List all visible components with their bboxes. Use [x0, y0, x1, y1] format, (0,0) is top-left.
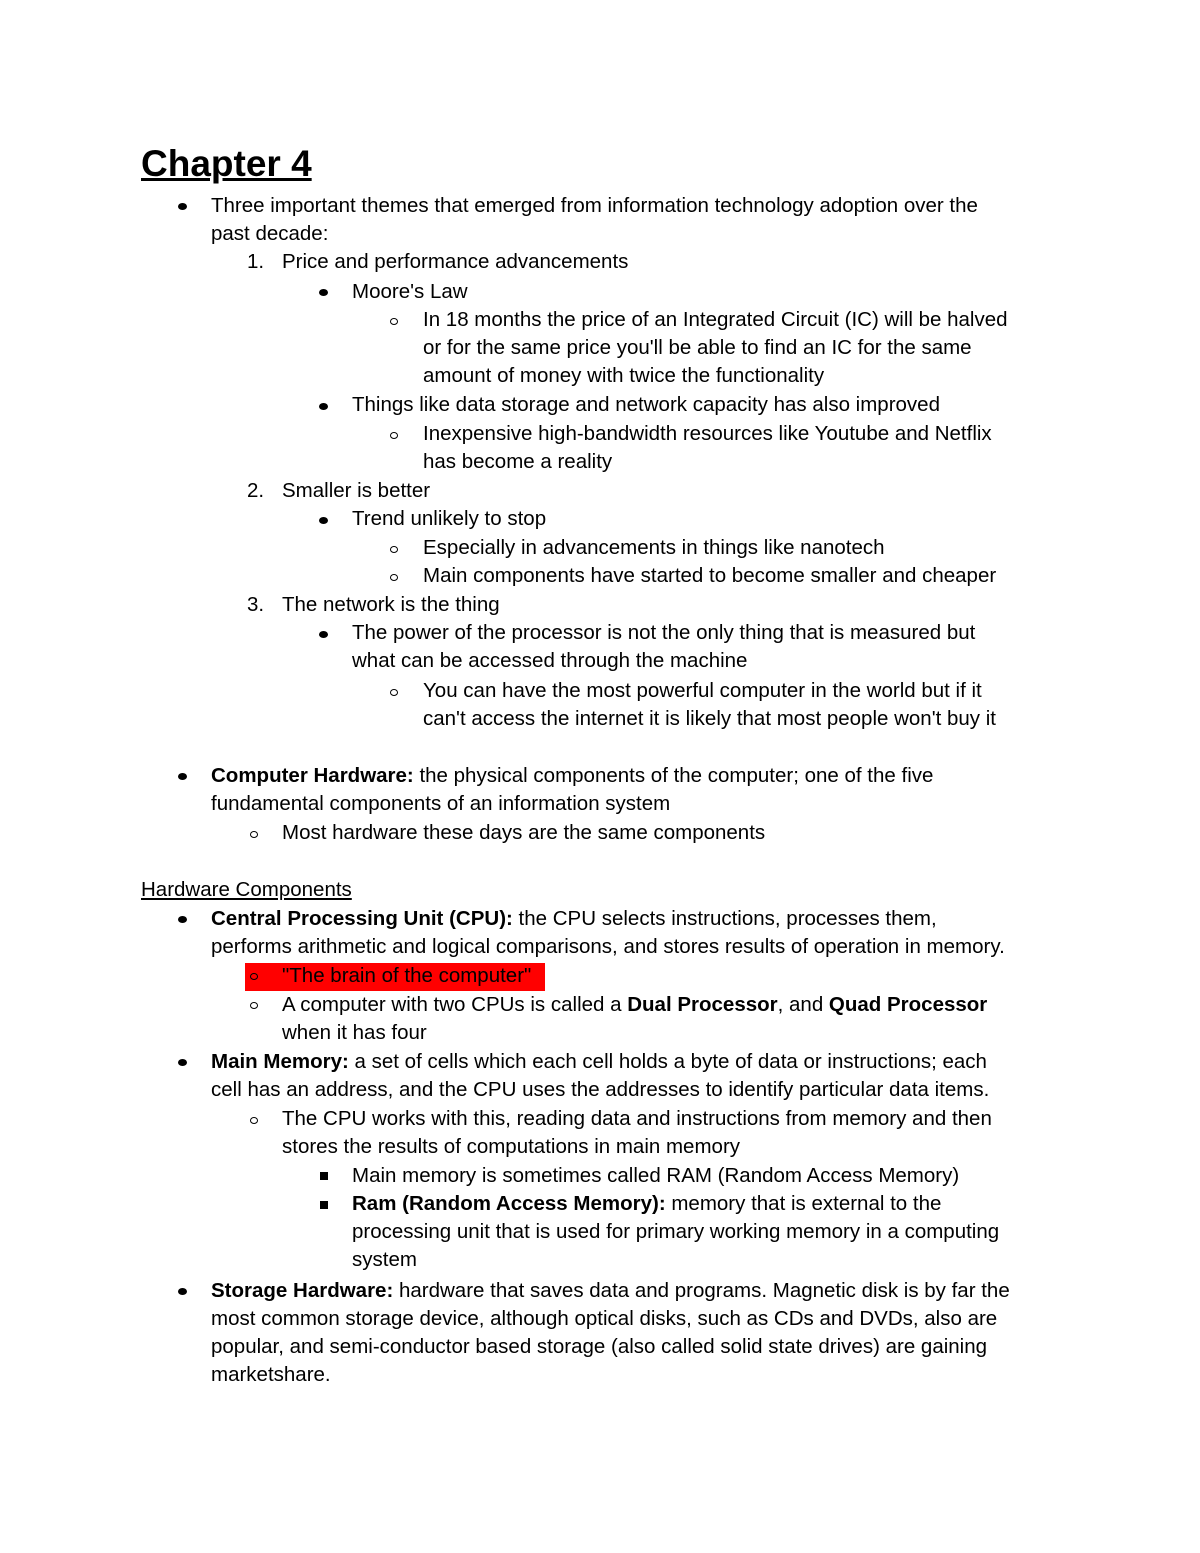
ram-line-2: processing unit that is used for primary working memory in a computing — [352, 1220, 1000, 1243]
main-memory-line-1 — [211, 1048, 987, 1076]
bullet-disc-icon — [178, 1059, 187, 1066]
bullet-disc-icon — [178, 773, 187, 780]
bullet-disc-icon — [319, 289, 328, 296]
bullet-disc-icon — [178, 1288, 187, 1295]
bandwidth-text-1: Inexpensive high-bandwidth resources like Youtube and Netflix — [423, 422, 992, 445]
storage-line-2: most common storage device, although optical disks, such as CDs and DVDs, also are — [211, 1307, 998, 1330]
bullet-circle-icon — [390, 318, 398, 325]
ram-def: memory that is external to the — [665, 1192, 942, 1215]
bullet-square-icon — [320, 1172, 328, 1180]
cpu-term: Central Processing Unit (CPU): — [211, 907, 513, 930]
bullet-disc-icon — [319, 403, 328, 410]
bullet-disc-icon — [319, 631, 328, 638]
main-memory-def: a set of cells which each cell holds a byte of data or instructions; each — [348, 1050, 987, 1073]
bullet-square-icon — [320, 1201, 328, 1209]
components-text: Main components have started to become smaller and cheaper — [423, 564, 997, 587]
dual-processor-term: Dual Processor — [627, 993, 778, 1016]
internet-text-2: can't access the internet it is likely that most people won't buy it — [423, 707, 996, 730]
computer-hardware-def: the physical components of the computer; one of the five — [413, 764, 934, 787]
bullet-circle-icon — [390, 689, 398, 696]
bandwidth-text-2: has become a reality — [423, 450, 613, 473]
main-memory-term: Main Memory: — [211, 1050, 349, 1073]
bullet-circle-icon — [390, 574, 398, 581]
power-text-2: what can be accessed through the machine — [352, 649, 748, 672]
list-number-3: 3. — [247, 593, 265, 616]
dual-mid-text: , and — [777, 993, 829, 1016]
storage-def: hardware that saves data and programs. Magnetic disk is by far the — [393, 1279, 1010, 1302]
theme-item-1: Price and performance advancements — [282, 250, 629, 273]
storage-line-1 — [211, 1277, 1010, 1305]
bullet-circle-icon — [390, 546, 398, 553]
storage-line-3: popular, and semi-conductor based storage (also called solid state drives) are gaining — [211, 1335, 988, 1358]
moores-law-desc-2: or for the same price you'll be able to find an IC for the same — [423, 336, 972, 359]
list-number-1: 1. — [247, 250, 265, 273]
ram-term: Ram (Random Access Memory): — [352, 1192, 666, 1215]
bullet-circle-icon — [390, 432, 398, 439]
internet-text-1: You can have the most powerful computer in the world but if it — [423, 679, 982, 702]
hardware-sub-text: Most hardware these days are the same components — [282, 821, 766, 844]
ram-alias-text: Main memory is sometimes called RAM (Random Access Memory) — [352, 1164, 960, 1187]
computer-hardware-line-1 — [211, 762, 933, 790]
bullet-disc-icon — [178, 203, 187, 210]
dual-pre-text: A computer with two CPUs is called a — [282, 993, 628, 1016]
themes-intro-line-1: Three important themes that emerged from information technology adoption over the — [211, 194, 978, 217]
ram-line-3: system — [352, 1248, 417, 1271]
storage-improved-text: Things like data storage and network capacity has also improved — [352, 393, 940, 416]
bullet-disc-icon — [319, 517, 328, 524]
trend-text: Trend unlikely to stop — [352, 507, 547, 530]
memory-sub-line-2: stores the results of computations in main memory — [282, 1135, 741, 1158]
cpu-quote-text: "The brain of the computer" — [282, 964, 532, 987]
theme-item-2: Smaller is better — [282, 479, 431, 502]
ram-line-1 — [352, 1190, 941, 1218]
computer-hardware-term: Computer Hardware: — [211, 764, 414, 787]
storage-term: Storage Hardware: — [211, 1279, 394, 1302]
bullet-circle-icon — [250, 1002, 258, 1009]
storage-line-4: marketshare. — [211, 1363, 331, 1386]
bullet-circle-icon — [250, 973, 258, 980]
bullet-circle-icon — [250, 1117, 258, 1124]
bullet-disc-icon — [178, 916, 187, 923]
computer-hardware-line-2: fundamental components of an information system — [211, 792, 671, 815]
cpu-def: the CPU selects instructions, processes them, — [512, 907, 937, 930]
theme-item-3: The network is the thing — [282, 593, 500, 616]
cpu-line-1 — [211, 905, 937, 933]
cpu-line-2: performs arithmetic and logical comparisons, and stores results of operation in memory. — [211, 935, 1005, 958]
main-memory-line-2: cell has an address, and the CPU uses the addresses to identify particular data items. — [211, 1078, 990, 1101]
moores-law-desc-3: amount of money with twice the functionality — [423, 364, 825, 387]
bullet-circle-icon — [250, 831, 258, 838]
page-title: Chapter 4 — [141, 143, 312, 184]
moores-law-desc-1: In 18 months the price of an Integrated Circuit (IC) will be halved — [423, 308, 1008, 331]
moores-law-label: Moore's Law — [352, 280, 468, 303]
list-number-2: 2. — [247, 479, 265, 502]
power-text-1: The power of the processor is not the only thing that is measured but — [352, 621, 976, 644]
nanotech-text: Especially in advancements in things like nanotech — [423, 536, 885, 559]
quad-processor-term: Quad Processor — [828, 993, 988, 1016]
themes-intro-line-2: past decade: — [211, 222, 329, 245]
section-heading: Hardware Components — [141, 878, 352, 901]
dual-processor-line-2: when it has four — [282, 1021, 427, 1044]
memory-sub-line-1: The CPU works with this, reading data and instructions from memory and then — [282, 1107, 992, 1130]
dual-processor-line-1 — [282, 991, 987, 1019]
